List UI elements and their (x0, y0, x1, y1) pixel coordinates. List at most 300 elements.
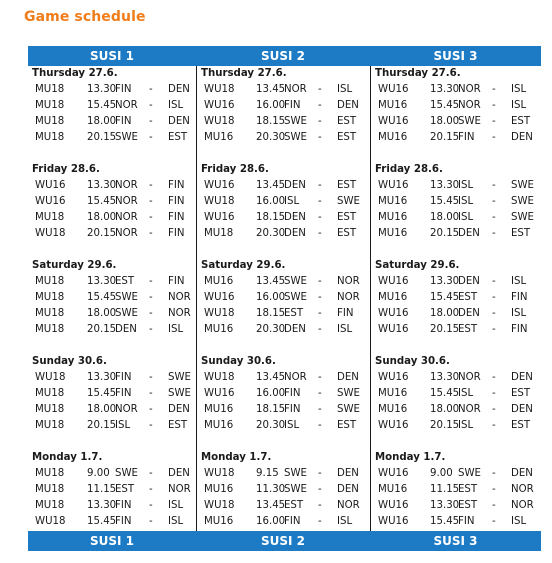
day-block (375, 162, 535, 242)
game-group: MU18 (35, 276, 65, 287)
game-time: 15.45 (430, 516, 460, 527)
game-group: MU18 (35, 132, 65, 143)
game-away-team: DEN (337, 372, 359, 383)
game-separator: - (149, 500, 153, 511)
game-group: MU16 (378, 132, 408, 143)
game-group: WU16 (204, 388, 235, 399)
game-row (32, 322, 192, 338)
game-separator: - (492, 116, 496, 127)
game-row (375, 130, 535, 146)
day-title: Saturday 29.6. (32, 260, 117, 271)
game-row (201, 290, 361, 306)
game-home-team: ISL (458, 388, 474, 399)
game-row (201, 226, 361, 242)
game-home-team: NOR (115, 196, 138, 207)
game-home-team: FIN (115, 500, 132, 511)
column-footer-susi-3: SUSI 3 (433, 534, 478, 548)
game-away-team: SWE (168, 372, 191, 383)
game-group: MU16 (204, 404, 234, 415)
game-away-team: EST (511, 116, 531, 127)
game-row (375, 386, 535, 402)
day-block (201, 354, 361, 434)
game-group: MU16 (378, 404, 408, 415)
game-time: 15.45 (87, 516, 117, 527)
game-home-team: SWE (115, 292, 138, 303)
game-separator: - (318, 420, 322, 431)
game-separator: - (149, 276, 153, 287)
column-footer-susi-2: SUSI 2 (260, 534, 306, 548)
game-row (201, 130, 361, 146)
game-row (375, 82, 535, 98)
game-group: MU16 (204, 132, 234, 143)
game-home-team: FIN (284, 388, 301, 399)
day-title: Monday 1.7. (201, 452, 272, 463)
game-away-team: ISL (168, 324, 184, 335)
game-home-team: EST (458, 292, 478, 303)
game-row (375, 306, 535, 322)
game-time: 20.30 (256, 324, 286, 335)
game-away-team: ISL (168, 100, 184, 111)
game-time: 13.30 (87, 84, 117, 95)
game-time: 13.30 (430, 500, 460, 511)
game-home-team: ISL (115, 420, 131, 431)
game-separator: - (318, 132, 322, 143)
game-group: WU16 (204, 292, 235, 303)
game-home-team: ISL (284, 196, 300, 207)
header-bar-top (28, 46, 541, 66)
game-home-team: DEN (458, 276, 480, 287)
day-title: Saturday 29.6. (201, 260, 286, 271)
game-away-team: FIN (168, 196, 185, 207)
day-title: Thursday 27.6. (201, 68, 287, 79)
game-row (375, 370, 535, 386)
game-group: MU16 (378, 388, 408, 399)
game-away-team: NOR (337, 292, 360, 303)
game-separator: - (149, 292, 153, 303)
game-time: 18.00 (430, 212, 460, 223)
game-time: 20.15 (430, 228, 460, 239)
game-row (32, 114, 192, 130)
game-away-team: DEN (337, 484, 359, 495)
day-title: Sunday 30.6. (375, 356, 450, 367)
day-block (201, 258, 361, 338)
game-home-team: ISL (458, 196, 474, 207)
game-away-team: DEN (168, 468, 190, 479)
game-group: WU18 (204, 468, 235, 479)
game-separator: - (492, 420, 496, 431)
game-away-team: NOR (511, 500, 534, 511)
game-group: WU18 (35, 516, 66, 527)
game-time: 15.45 (430, 388, 460, 399)
game-separator: - (492, 404, 496, 415)
game-row (375, 290, 535, 306)
day-title: Friday 28.6. (375, 164, 443, 175)
game-separator: - (149, 196, 153, 207)
game-home-team: EST (284, 308, 304, 319)
day-block (375, 450, 535, 530)
game-separator: - (149, 180, 153, 191)
game-group: WU16 (378, 500, 409, 511)
day-block (32, 450, 192, 530)
game-row (375, 322, 535, 338)
game-away-team: EST (168, 420, 188, 431)
column-header-susi-1: SUSI 1 (89, 49, 135, 63)
game-away-team: NOR (168, 484, 191, 495)
game-row (375, 210, 535, 226)
game-time: 13.45 (256, 180, 286, 191)
game-away-team: SWE (337, 388, 360, 399)
game-away-team: SWE (168, 388, 191, 399)
game-group: WU16 (378, 324, 409, 335)
game-group: WU16 (378, 308, 409, 319)
game-time: 20.15 (87, 228, 117, 239)
game-row (32, 386, 192, 402)
game-separator: - (318, 180, 322, 191)
game-home-team: SWE (284, 276, 307, 287)
game-time: 15.45 (430, 292, 460, 303)
game-time: 13.30 (430, 276, 460, 287)
game-away-team: DEN (511, 468, 533, 479)
game-row (32, 306, 192, 322)
game-away-team: FIN (337, 308, 354, 319)
game-home-team: SWE (115, 468, 138, 479)
game-home-team: NOR (458, 404, 481, 415)
day-title: Monday 1.7. (32, 452, 103, 463)
game-away-team: DEN (511, 372, 533, 383)
game-row (201, 194, 361, 210)
game-row (201, 386, 361, 402)
game-row (375, 482, 535, 498)
game-away-team: FIN (168, 180, 185, 191)
game-away-team: NOR (168, 308, 191, 319)
game-home-team: NOR (458, 84, 481, 95)
game-home-team: NOR (115, 228, 138, 239)
game-home-team: SWE (284, 132, 307, 143)
game-time: 20.15 (430, 132, 460, 143)
game-away-team: ISL (168, 500, 184, 511)
game-away-team: SWE (511, 196, 534, 207)
game-group: MU18 (35, 116, 65, 127)
game-time: 9.00 (87, 468, 110, 479)
game-separator: - (492, 212, 496, 223)
game-row (375, 498, 535, 514)
game-row (32, 466, 192, 482)
game-time: 13.30 (430, 84, 460, 95)
game-group: MU16 (378, 292, 408, 303)
game-away-team: ISL (511, 100, 527, 111)
game-group: WU16 (35, 180, 66, 191)
game-time: 13.30 (87, 372, 117, 383)
game-home-team: SWE (284, 484, 307, 495)
game-home-team: ISL (458, 212, 474, 223)
game-separator: - (492, 276, 496, 287)
game-separator: - (149, 324, 153, 335)
game-away-team: ISL (168, 516, 184, 527)
game-group: WU16 (204, 100, 235, 111)
game-separator: - (318, 324, 322, 335)
game-separator: - (149, 388, 153, 399)
game-group: MU16 (378, 484, 408, 495)
game-row (32, 274, 192, 290)
game-home-team: EST (284, 500, 304, 511)
day-block (201, 162, 361, 242)
game-separator: - (149, 484, 153, 495)
game-home-team: FIN (115, 516, 132, 527)
column-header-susi-3: SUSI 3 (433, 49, 478, 63)
header-bar-bottom (28, 531, 541, 551)
game-separator: - (318, 100, 322, 111)
game-group: MU18 (35, 420, 65, 431)
game-home-team: SWE (458, 468, 481, 479)
game-row (32, 418, 192, 434)
game-away-team: ISL (511, 276, 527, 287)
game-away-team: DEN (168, 84, 190, 95)
game-row (375, 98, 535, 114)
game-away-team: ISL (337, 84, 353, 95)
day-title: Monday 1.7. (375, 452, 446, 463)
game-away-team: EST (511, 388, 531, 399)
game-away-team: DEN (168, 404, 190, 415)
game-home-team: SWE (284, 116, 307, 127)
game-separator: - (492, 484, 496, 495)
game-group: MU16 (204, 516, 234, 527)
game-time: 13.45 (256, 276, 286, 287)
game-row (201, 274, 361, 290)
game-row (201, 114, 361, 130)
day-block (201, 450, 361, 530)
game-separator: - (318, 404, 322, 415)
game-row (201, 402, 361, 418)
game-row (375, 466, 535, 482)
game-group: MU18 (35, 212, 65, 223)
game-time: 18.00 (87, 212, 117, 223)
game-home-team: DEN (458, 228, 480, 239)
game-row (32, 514, 192, 530)
day-block (375, 258, 535, 338)
game-separator: - (318, 516, 322, 527)
game-time: 13.45 (256, 500, 286, 511)
game-time: 13.30 (430, 372, 460, 383)
game-group: WU16 (378, 516, 409, 527)
game-away-team: EST (511, 420, 531, 431)
game-time: 13.45 (256, 84, 286, 95)
game-home-team: ISL (458, 420, 474, 431)
game-home-team: FIN (284, 516, 301, 527)
game-row (201, 306, 361, 322)
game-row (375, 114, 535, 130)
game-group: MU16 (378, 196, 408, 207)
game-away-team: DEN (337, 468, 359, 479)
game-row (375, 274, 535, 290)
game-separator: - (149, 84, 153, 95)
game-row (201, 98, 361, 114)
game-separator: - (149, 228, 153, 239)
game-time: 18.15 (256, 308, 286, 319)
game-time: 18.00 (87, 404, 117, 415)
day-block (375, 66, 535, 146)
game-home-team: NOR (458, 372, 481, 383)
game-away-team: SWE (511, 180, 534, 191)
game-away-team: SWE (511, 212, 534, 223)
day-title: Friday 28.6. (32, 164, 100, 175)
column-footer-susi-1: SUSI 1 (89, 534, 135, 548)
game-group: WU16 (378, 84, 409, 95)
game-group: WU16 (378, 276, 409, 287)
game-row (201, 418, 361, 434)
game-separator: - (149, 404, 153, 415)
game-separator: - (492, 84, 496, 95)
game-away-team: EST (337, 212, 357, 223)
game-separator: - (149, 116, 153, 127)
game-time: 13.45 (256, 372, 286, 383)
game-away-team: NOR (511, 484, 534, 495)
game-home-team: EST (115, 276, 135, 287)
game-away-team: ISL (511, 308, 527, 319)
game-separator: - (318, 308, 322, 319)
game-home-team: DEN (284, 228, 306, 239)
game-group: MU18 (35, 292, 65, 303)
game-time: 20.15 (430, 420, 460, 431)
game-time: 18.15 (256, 116, 286, 127)
column-header-susi-2: SUSI 2 (260, 49, 306, 63)
game-time: 16.00 (256, 292, 286, 303)
game-home-team: FIN (115, 84, 132, 95)
game-home-team: NOR (115, 212, 138, 223)
game-separator: - (492, 468, 496, 479)
game-time: 18.00 (430, 404, 460, 415)
game-separator: - (149, 308, 153, 319)
game-separator: - (318, 500, 322, 511)
game-row (201, 322, 361, 338)
schedule-column-2 (197, 66, 370, 531)
game-time: 9.00 (430, 468, 453, 479)
game-row (32, 402, 192, 418)
day-title: Thursday 27.6. (32, 68, 118, 79)
schedule-column-1 (28, 66, 196, 531)
game-home-team: SWE (115, 132, 138, 143)
day-block (375, 354, 535, 434)
game-away-team: DEN (511, 132, 533, 143)
game-row (32, 82, 192, 98)
game-home-team: SWE (284, 468, 307, 479)
game-home-team: ISL (458, 180, 474, 191)
game-home-team: FIN (284, 404, 301, 415)
game-group: MU16 (204, 484, 234, 495)
game-group: WU16 (35, 196, 66, 207)
game-home-team: DEN (115, 324, 137, 335)
game-time: 16.00 (256, 196, 286, 207)
game-separator: - (149, 516, 153, 527)
game-time: 18.15 (256, 212, 286, 223)
game-away-team: SWE (337, 404, 360, 415)
game-away-team: DEN (168, 116, 190, 127)
game-separator: - (492, 100, 496, 111)
day-block (32, 258, 192, 338)
game-away-team: EST (337, 228, 357, 239)
game-time: 9.15 (256, 468, 279, 479)
game-home-team: FIN (284, 100, 301, 111)
day-block (32, 162, 192, 242)
day-title: Sunday 30.6. (201, 356, 276, 367)
game-group: WU16 (204, 212, 235, 223)
game-away-team: FIN (168, 212, 185, 223)
game-time: 13.30 (87, 180, 117, 191)
game-away-team: ISL (337, 324, 353, 335)
game-group: WU18 (204, 308, 235, 319)
game-time: 20.15 (87, 324, 117, 335)
game-home-team: EST (458, 484, 478, 495)
game-group: MU18 (35, 500, 65, 511)
game-home-team: NOR (115, 180, 138, 191)
game-time: 20.30 (256, 420, 286, 431)
game-group: MU18 (35, 308, 65, 319)
game-group: WU18 (35, 372, 66, 383)
day-block (32, 354, 192, 434)
game-home-team: NOR (284, 84, 307, 95)
game-separator: - (318, 276, 322, 287)
game-away-team: EST (337, 180, 357, 191)
game-separator: - (318, 372, 322, 383)
game-away-team: DEN (511, 404, 533, 415)
game-home-team: EST (458, 500, 478, 511)
game-home-team: NOR (458, 100, 481, 111)
day-block (32, 66, 192, 146)
game-row (201, 482, 361, 498)
game-time: 15.45 (87, 100, 117, 111)
game-row (375, 402, 535, 418)
day-title: Saturday 29.6. (375, 260, 460, 271)
game-away-team: EST (337, 420, 357, 431)
game-row (375, 194, 535, 210)
game-row (201, 178, 361, 194)
game-separator: - (492, 292, 496, 303)
game-group: WU18 (204, 372, 235, 383)
game-separator: - (492, 196, 496, 207)
game-away-team: ISL (511, 84, 527, 95)
game-row (32, 194, 192, 210)
game-separator: - (492, 388, 496, 399)
game-away-team: ISL (511, 516, 527, 527)
game-time: 16.00 (256, 516, 286, 527)
game-time: 13.30 (87, 500, 117, 511)
game-separator: - (492, 132, 496, 143)
game-time: 15.45 (430, 196, 460, 207)
game-group: MU18 (35, 84, 65, 95)
game-group: WU16 (378, 420, 409, 431)
game-time: 18.00 (87, 116, 117, 127)
game-group: MU18 (35, 468, 65, 479)
game-away-team: FIN (511, 324, 528, 335)
game-separator: - (318, 84, 322, 95)
game-group: WU18 (204, 116, 235, 127)
game-time: 18.15 (256, 404, 286, 415)
game-time: 18.00 (430, 308, 460, 319)
game-away-team: FIN (168, 276, 185, 287)
game-group: MU18 (204, 228, 234, 239)
game-away-team: DEN (337, 100, 359, 111)
game-home-team: FIN (115, 388, 132, 399)
game-home-team: EST (458, 324, 478, 335)
game-home-team: FIN (115, 116, 132, 127)
game-separator: - (149, 420, 153, 431)
game-time: 18.00 (430, 116, 460, 127)
game-separator: - (318, 292, 322, 303)
game-separator: - (149, 468, 153, 479)
game-separator: - (318, 468, 322, 479)
game-home-team: SWE (115, 308, 138, 319)
game-row (201, 466, 361, 482)
day-title: Sunday 30.6. (32, 356, 107, 367)
